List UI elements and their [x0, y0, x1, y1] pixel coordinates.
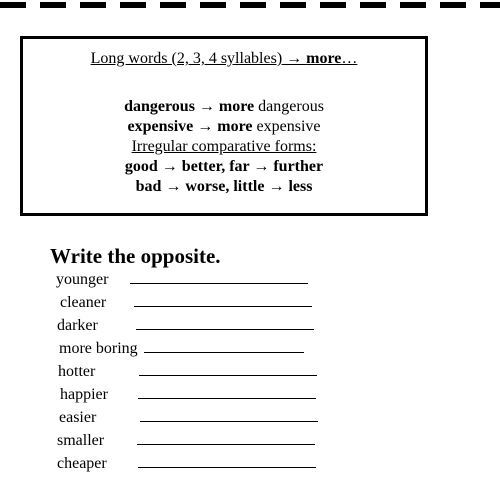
- example-dangerous: dangerous → more dangerous: [124, 98, 324, 115]
- grammar-rule-box: [20, 36, 428, 216]
- answer-blank[interactable]: [144, 337, 304, 353]
- exercise-title: Write the opposite.: [50, 244, 221, 268]
- answer-blank[interactable]: [130, 268, 308, 284]
- word-label: darker: [57, 317, 98, 334]
- rule-header-text: Long words (2, 3, 4 syllables) →: [90, 50, 307, 67]
- word-label: cheaper: [57, 455, 107, 472]
- answer-blank[interactable]: [140, 406, 318, 422]
- answer-blank[interactable]: [138, 383, 316, 399]
- word-label: smaller: [57, 432, 105, 449]
- rule-header-bold: more: [306, 50, 342, 67]
- answer-blank[interactable]: [138, 452, 316, 468]
- word-label: hotter: [58, 363, 96, 380]
- list-item: [58, 360, 317, 381]
- list-item: [57, 314, 314, 335]
- dashed-cut-line: [0, 0, 500, 10]
- rule-header-ellipsis: …: [341, 50, 358, 67]
- list-item: [59, 406, 318, 427]
- word-label: more boring: [59, 340, 138, 357]
- answer-blank[interactable]: [139, 360, 317, 376]
- list-item: [60, 291, 312, 312]
- irregular-title: Irregular comparative forms:: [131, 138, 317, 155]
- word-label: younger: [56, 271, 109, 288]
- list-item: [57, 452, 316, 473]
- rule-header: [23, 49, 425, 69]
- word-label: easier: [59, 409, 97, 426]
- word-label: cleaner: [60, 294, 107, 311]
- answer-blank[interactable]: [137, 429, 315, 445]
- list-item: [59, 337, 304, 358]
- answer-blank[interactable]: [134, 291, 312, 307]
- irregular-line-good: good → better, far → further: [124, 158, 324, 175]
- answer-blank[interactable]: [136, 314, 314, 330]
- irregular-line-bad: bad → worse, little → less: [135, 178, 313, 195]
- list-item: [57, 429, 315, 450]
- word-label: happier: [60, 386, 108, 403]
- list-item: [56, 268, 308, 289]
- example-expensive: expensive → more expensive: [127, 118, 321, 135]
- list-item: [60, 383, 316, 404]
